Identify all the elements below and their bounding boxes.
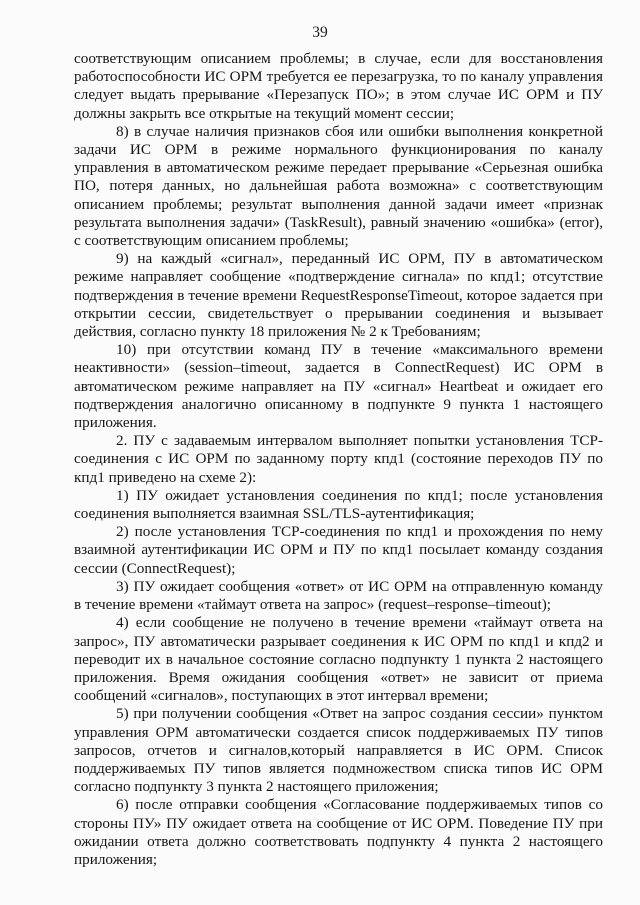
paragraph-subitem-2: 2) после установления TCP-соединения по кпд1 и прохождения по нему взаимной аутентификации ИС ОРМ и ПУ по кпд1 посылает команду создания сессии (ConnectRequest); xyxy=(74,523,603,577)
paragraph-subitem-3: 3) ПУ ожидает сообщения «ответ» от ИС ОРМ на отправленную команду в течение времени «таймаут ответа на запрос» (request–response–timeout); xyxy=(74,577,603,614)
paragraph-item-10: 10) при отсутствии команд ПУ в течение «максимального времени неактивности» (session–timeout, задается в ConnectRequest) ИС ОРМ в автоматическом режиме направляет на ПУ «сигнал» Heartbeat и ожидает его подтверждения аналогично описанному в подпункте 9 пункта 1 настоящего приложения. xyxy=(74,341,603,432)
paragraph-continuation: соответствующим описанием проблемы; в случае, если для восстановления работоспособности ИС ОРМ требуется ее перезагрузка, то по каналу управления следует выдать прерывание «Перезапуск ПО»; в этом случае ИС ОРМ и ПУ должны закрыть все открытые на текущий момент сессии; xyxy=(74,50,603,122)
paragraph-item-9: 9) на каждый «сигнал», переданный ИС ОРМ, ПУ в автоматическом режиме направляет сообщение «подтверждение сигнала» по кпд1; отсутствие подтверждения в течение времени RequestResponseTimeout, которое задается при открытии сессии, свидетельствует о прерывании соединения и вызывает действия, согласно пункту 18 приложения № 2 к Требованиям; xyxy=(74,250,603,341)
paragraph-subitem-5: 5) при получении сообщения «Ответ на запрос создания сессии» пунктом управления ОРМ автоматически создается список поддерживаемых ПУ типов запросов, отчетов и сигналов,который направляется в ИС ОРМ. Список поддерживаемых ПУ типов является подмножеством списка типов ИС ОРМ согласно подпункту 3 пункта 2 настоящего приложения; xyxy=(74,705,603,796)
paragraph-item-8: 8) в случае наличия признаков сбоя или ошибки выполнения конкретной задачи ИС ОРМ в режиме нормального функционирования по каналу управления в автоматическом режиме передает прерывание «Серьезная ошибка ПО, потеря данных, но дальнейшая работа возможна» с соответствующим описанием проблемы; результат выполнения данной задачи имеет «признак результата выполнения задачи» (TaskResult), равный значению «ошибка» (error), с соответствующим описанием проблемы; xyxy=(74,122,603,250)
paragraph-subitem-6: 6) после отправки сообщения «Согласование поддерживаемых типов со стороны ПУ» ПУ ожидает ответа на сообщение от ИС ОРМ. Поведение ПУ при ожидании ответа должно соответствовать подпункту 4 пункта 2 настоящего приложения; xyxy=(74,796,603,868)
document-body xyxy=(74,50,603,869)
paragraph-subitem-4: 4) если сообщение не получено в течение времени «таймаут ответа на запрос», ПУ автоматически разрывает соединения к ИС ОРМ по кпд1 и кпд2 и переводит их в начальное состояние согласно подпункту 1 пункта 2 настоящего приложения. Время ожидания сообщения «ответ» не зависит от приема сообщений «сигналов», поступающих в этот интервал времени; xyxy=(74,614,603,705)
paragraph-subitem-1: 1) ПУ ожидает установления соединения по кпд1; после установления соединения выполняется взаимная SSL/TLS-аутентификация; xyxy=(74,486,603,523)
page-number: 39 xyxy=(312,24,328,41)
paragraph-section-2: 2. ПУ с задаваемым интервалом выполняет попытки установления TCP-соединения с ИС ОРМ по заданному порту кпд1 (состояние переходов ПУ по кпд1 приведено на схеме 2): xyxy=(74,432,603,486)
